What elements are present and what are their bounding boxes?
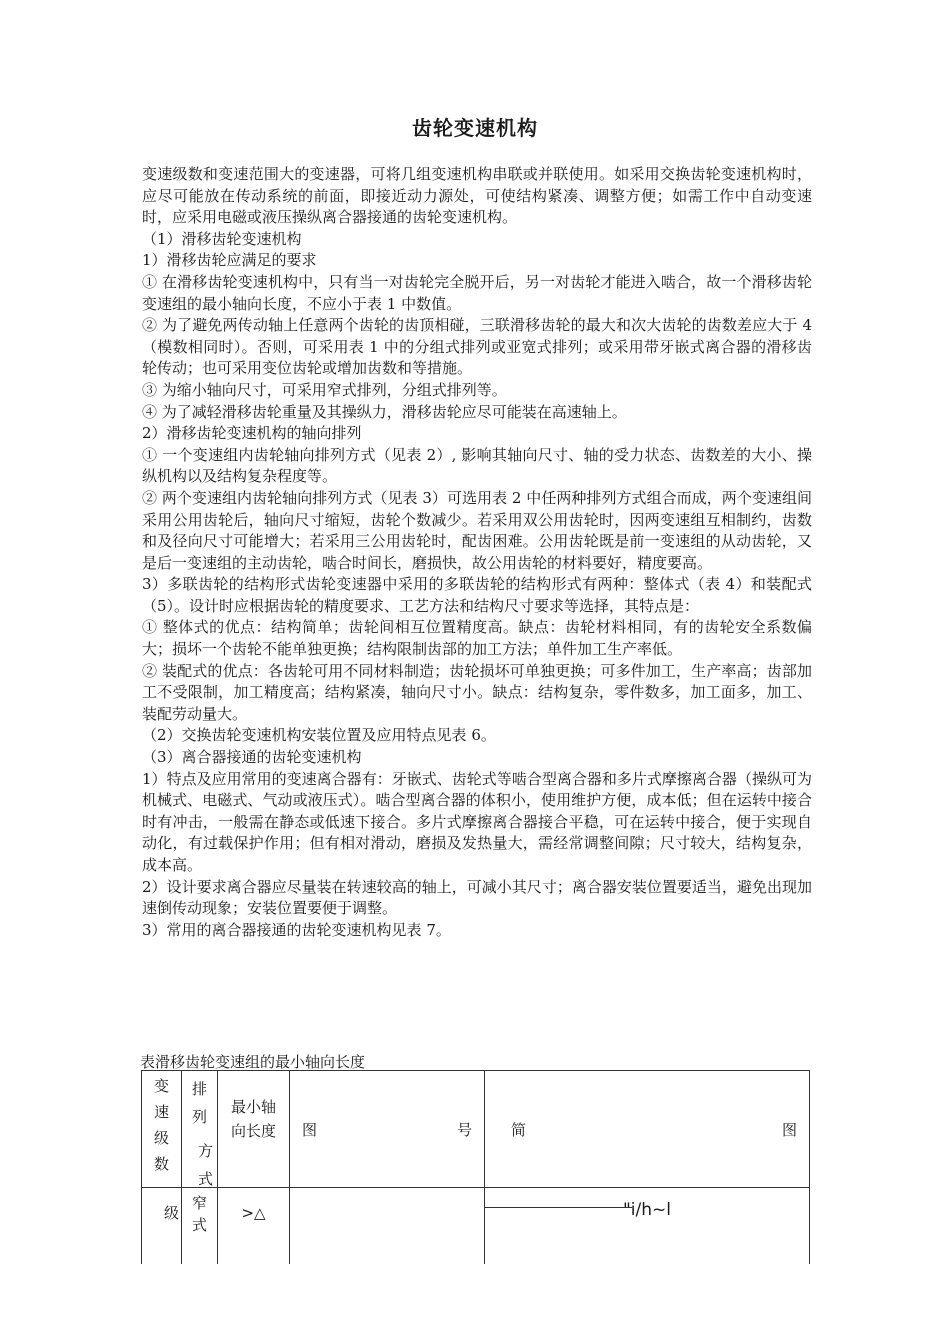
header-char: 简 <box>511 1120 527 1139</box>
page-title: 齿轮变速机构 <box>412 116 538 140</box>
section-heading: （1）滑移齿轮变速机构 <box>142 229 302 248</box>
header-arrangement <box>182 1071 218 1188</box>
paragraph: 3）常用的离合器接通的齿轮变速机构见表 7。 <box>142 920 451 939</box>
table-container <box>141 1070 809 1234</box>
subsection-heading: 2）滑移齿轮变速机构的轴向排列 <box>142 424 362 443</box>
cell-level: 级 <box>142 1188 182 1265</box>
paragraph: 2）设计要求离合器应尽量装在转速较高的轴上，可减小其尺寸；离合器安装位置要适当，避免出现加速倒传动现象；安装位置要便于调整。 <box>142 877 812 918</box>
table-partial-border <box>484 1207 632 1208</box>
list-item: ④ 为了减轻滑移齿轮重量及其操纵力，滑移齿轮应尽可能装在高速轴上。 <box>142 402 627 421</box>
list-item: ① 整体式的优点：结构简单；齿轮间相互位置精度高。缺点：齿轮材料相同，有的齿轮安全系数偏大；损坏一个齿轮不能单独更换；结构限制齿部的加工方法；单件加工生产率低。 <box>142 618 812 659</box>
cell-arrangement <box>182 1188 218 1265</box>
header-char: 图 <box>302 1120 318 1139</box>
header-line: 向长度 <box>230 1122 276 1140</box>
list-item: ② 两个变速组内齿轮轴向排列方式（见表 3）可选用表 2 中任两种排列方式组合而成，两个变速组间采用公用齿轮后，轴向尺寸缩短，齿轮个数减少。若采用双公用齿轮时，因两变速组互相制约，齿数和及径向尺寸可能增大；若采用三公用齿轮时，配齿困难。公用齿轮既是前一变速组的从动齿轮，又是后一变速组的主动齿轮，啮合时间长，磨损快，故公用齿轮的材料要好，精度要高。 <box>142 488 812 572</box>
cell-figure <box>290 1188 485 1265</box>
list-item: ① 在滑移齿轮变速机构中，只有当一对齿轮完全脱开后，另一对齿轮才能进入啮合，故一个滑移齿轮变速组的最小轴向长度，不应小于表 1 中数值。 <box>142 272 812 313</box>
header-char: 级 <box>153 1129 169 1147</box>
list-item: ③ 为缩小轴向尺寸，可采用窄式排列，分组式排列等。 <box>142 380 507 399</box>
header-line: 最小轴 <box>230 1098 276 1116</box>
header-figure-number <box>290 1071 485 1188</box>
cell-char: 式 <box>191 1216 207 1234</box>
header-char: 列 <box>191 1108 207 1126</box>
header-char: 方 <box>197 1142 213 1160</box>
paragraph: 1）特点及应用常用的变速离合器有：牙嵌式、齿轮式等啮合型离合器和多片式摩擦离合器（操纵可为机械式、电磁式、气动或液压式）。啮合型离合器的体积小，使用维护方便，成本低；但在运转中接合时有冲击，一般需在静态或低速下接合。多片式摩擦离合器接合平稳，可在运转中接合，便于实现自动化，有过载保护作用；但有相对滑动，磨损及发热量大，需经常调整间隙；尺寸较大，结构复杂，成本高。 <box>142 769 812 874</box>
cell-sketch: "i/h~l <box>485 1188 810 1265</box>
body-text <box>142 164 812 941</box>
table-header-row <box>142 1071 810 1188</box>
section-heading: （2）交换齿轮变速机构安装位置及应用特点见表 6。 <box>142 726 496 745</box>
header-char: 图 <box>781 1120 797 1139</box>
header-char: 式 <box>197 1170 213 1188</box>
header-char: 速 <box>153 1103 169 1121</box>
header-speed-levels <box>142 1071 182 1188</box>
table-caption: 表滑移齿轮变速组的最小轴向长度 <box>140 1053 366 1071</box>
list-item: ① 一个变速组内齿轮轴向排列方式（见表 2）, 影响其轴向尺寸、轴的受力状态、齿数差的大小、操纵机构以及结构复杂程度等。 <box>142 445 812 486</box>
table-row <box>142 1188 810 1265</box>
min-axial-length-table <box>141 1070 810 1264</box>
header-char: 排 <box>191 1080 207 1098</box>
paragraph: 变速级数和变速范围大的变速器，可将几组变速机构串联或并联使用。如采用交换齿轮变速机构时，应尽可能放在传动系统的前面，即接近动力源处，可使结构紧凑、调整方便；如需工作中自动变速时，应采用电磁或液压操纵离合器接通的齿轮变速机构。 <box>142 165 812 227</box>
list-item: ② 为了避免两传动轴上任意两个齿轮的齿顶相碰，三联滑移齿轮的最大和次大齿轮的齿数差应大于 4（模数相同时）。否则，可采用表 1 中的分组式排列或亚宽式排列；或采用带牙嵌式离合器的滑移齿轮传动；也可采用变位齿轮或增加齿数和等措施。 <box>142 316 812 378</box>
header-char: 数 <box>153 1155 169 1173</box>
header-sketch <box>485 1071 810 1188</box>
section-heading: （3）离合器接通的齿轮变速机构 <box>142 748 362 767</box>
list-item: ② 装配式的优点：各齿轮可用不同材料制造；齿轮损坏可单独更换；可多件加工，生产率高；齿部加工不受限制，加工精度高；结构紧凑，轴向尺寸小。缺点：结构复杂，零件数多，加工面多，加工、装配劳动量大。 <box>142 661 812 723</box>
header-min-length <box>218 1071 290 1188</box>
subsection-heading: 1）滑移齿轮应满足的要求 <box>142 251 317 270</box>
cell-char: 窄 <box>191 1194 207 1212</box>
paragraph: 3）多联齿轮的结构形式齿轮变速器中采用的多联齿轮的结构形式有两种：整体式（表 4）和装配式（5）。设计时应根据齿轮的精度要求、工艺方法和结构尺寸要求等选择，其特点是： <box>142 575 812 615</box>
header-char: 变 <box>153 1077 169 1095</box>
header-char: 号 <box>456 1120 472 1139</box>
cell-min-length: >△ <box>218 1188 290 1265</box>
